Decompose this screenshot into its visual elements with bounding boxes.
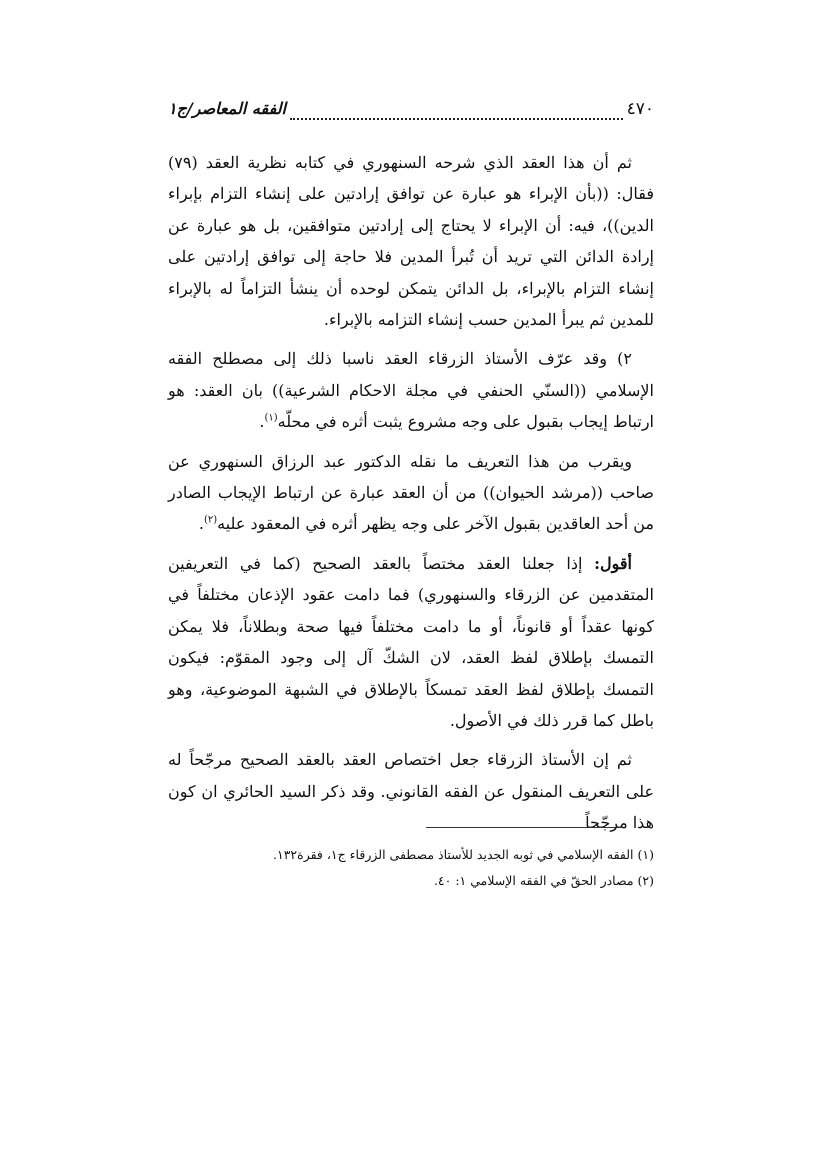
footnote-marker[interactable]: (٢) <box>203 515 218 527</box>
running-title: الفقه المعاصر/ج١ <box>168 99 286 118</box>
dotted-leader <box>290 98 623 120</box>
footnote-marker[interactable]: (١) <box>264 412 278 424</box>
footnotes <box>168 842 654 894</box>
paragraph-text: ويقرب من هذا التعريف ما نقله الدكتور عبد الرزاق السنهوري عن صاحب ((مرشد الحيوان)) من أن العقد عبارة عن ارتباط الإيجاب الصادر من أحد العاقدين بقبول الآخر على وجه يظهر أثره في المعقود عليه <box>168 451 654 534</box>
paragraph-text: إذا جعلنا العقد مختصاً بالعقد الصحيح (كما في التعريفين المتقدمين عن الزرقاء والسنهوري) فما دامت عقود الإذعان مختلفاً في كونها عقداً أو قانوناً، أو ما دامت مختلفاً فيها صحة وبطلاناً، فلا يمكن التمسك بإطلاق لفظ العقد، لان الشكّ آل إلى وجود المقوّم: فيكون التمسك بإطلاق لفظ العقد تمسكاً بالإطلاق في الشبهة الموضوعية، وهو باطل كما قرر ذلك في الأصول. <box>168 553 654 730</box>
paragraph-text: ثم إن الأستاذ الزرقاء جعل اختصاص العقد بالعقد الصحيح مرجّحاً له على التعريف المنقول عن الفقه القانوني. وقد ذكر السيد الحائري ان كون هذا مرجّحاً <box>168 750 654 833</box>
paragraph-text: ٢) وقد عرّف الأستاذ الزرقاء العقد ناسبا ذلك إلى مصطلح الفقه الإسلامي ((السنّي الحنفي في مجلة الاحكام الشرعية)) بان العقد: هو ارتباط إيجاب بقبول على وجه مشروع يثبت أثره في محلّه <box>168 349 654 432</box>
paragraph-text: ثم أن هذا العقد الذي شرحه السنهوري في كتابه نظرية العقد (٧٩) فقال: ((بأن الإبراء هو عبارة عن توافق إرادتين على إنشاء التزام بإبراء الدين))، فيه: أن الإبراء لا يحتاج إلى إرادتين متوافقين، بل هو عبارة عن إرادة الدائن التي تريد أن تُبرأ المدين فلا حاجة إلى توافق إرادتين على إنشاء التزام بالإبراء، بل الدائن يتمكن لوحده أن ينشأ التزاماً له بالإبراء للمدين ثم يبرأ المدين حسب إنشاء التزامه بالإبراء. <box>168 153 654 330</box>
paragraph <box>168 343 654 437</box>
footnote-item: (٢) مصادر الحقّ في الفقه الإسلامي ١: ٤٠. <box>433 873 654 888</box>
page-number: ٤٧٠ <box>626 99 654 119</box>
sentence-end: . <box>259 412 265 432</box>
paragraph <box>168 744 654 838</box>
sentence-end: . <box>198 514 204 534</box>
footnote-separator <box>426 827 620 828</box>
paragraph <box>168 548 654 736</box>
paragraph <box>168 147 654 335</box>
paragraph-lead: أقول: <box>594 553 632 573</box>
footnote-item: (١) الفقه الإسلامي في ثوبه الجديد للأستاذ مصطفى الزرقاء ج١، فقرة١٣٢. <box>273 847 654 862</box>
paragraph <box>168 446 654 540</box>
body-text <box>168 147 654 847</box>
page-header <box>168 92 654 126</box>
